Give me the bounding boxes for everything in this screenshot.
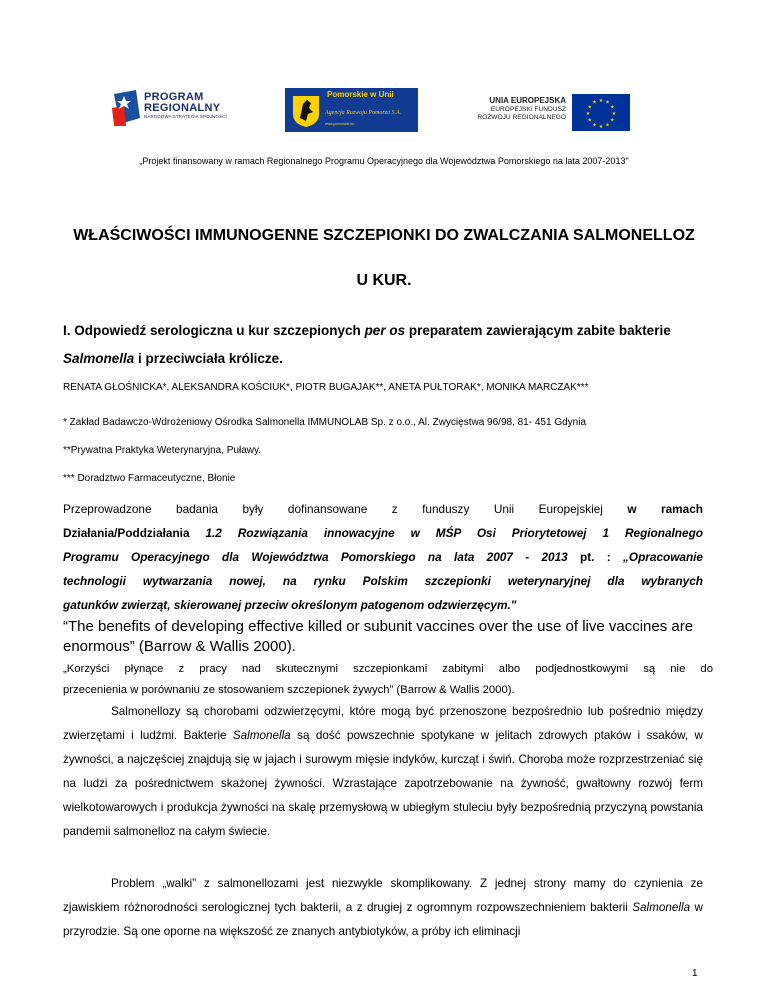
- p2-a: Problem „walki” z salmonellozami jest niezwykle skomplikowany. Z jednej strony mamy do czynienia ze zjawiskiem różnorodności serologicznej tych bakterii, a z drugiej z ogromnym rozpowszechnieniem bakterii: [63, 877, 703, 914]
- svg-text:★: ★: [587, 104, 592, 111]
- p1-a: Salmonellozy są chorobami odzwierzęcymi, które mogą być przenoszone bezpośrednio lub pośrednio między zwierzętami i ludźmi. Bakterie: [63, 705, 703, 742]
- affiliation-2: **Prywatna Praktyka Weterynaryjna, Puławy.: [63, 445, 262, 456]
- quote-english: “The benefits of developing effective killed or subunit vaccines over the use of live vaccines are enormous” (Barrow & Wallis 2000).: [63, 618, 694, 655]
- authors: RENATA GŁOŚNICKA*, ALEKSANDRA KOŚCIUK*, PIOTR BUGAJAK**, ANETA PUŁTORAK*, MONIKA MARCZAK***: [63, 382, 589, 393]
- funding-2b: 1.2 Rozwiązania innowacyjne w MŚP Osi Priorytetowej 1 Regionalnego: [205, 526, 703, 540]
- funding-2a: Działania/Poddziałania: [63, 526, 206, 540]
- eu-logo: [470, 94, 630, 134]
- funding-5: gatunków zwierząt, skierowanej przeciw określonym patogenom odzwierzęcym.": [63, 598, 517, 612]
- page-number: 1: [692, 968, 698, 979]
- funding-3c: „Opracowanie: [623, 550, 703, 564]
- paragraph-1: [63, 700, 703, 844]
- p1-c: są dość powszechnie spotykane w jelitach zdrowych ptaków i ssaków, w żywności, a najczęściej znajdują się w jajach i surowym mięsie indyków, kurcząt i świń. Choroba może rozprzestrzeniać się na ludzi za pośrednictwem skażonej żywności. Wzrastające zapotrzebowanie na żywność, gwałtowny rozwój ferm wielkotowarowych i produkcja żywności na skalę przemysłową w ubiegłym stuleciu były bezpośrednią przyczyną powstania pandemii salmonelloz na całym świecie.: [63, 729, 703, 838]
- subtitle-line1: [63, 317, 723, 345]
- funding-3a: Programu Operacyjnego dla Województwa Pomorskiego na lata 2007 - 2013: [63, 550, 568, 564]
- svg-text:★: ★: [605, 122, 610, 129]
- svg-text:★: ★: [598, 124, 604, 130]
- subtitle-part-a: I. Odpowiedź serologiczna u kur szczepionych: [63, 323, 365, 338]
- subtitle-salmonella: Salmonella: [63, 351, 135, 366]
- funding-1b: w ramach: [627, 502, 703, 516]
- svg-text:★: ★: [610, 117, 615, 124]
- project-tagline: „Projekt finansowany w ramach Regionalnego Programu Operacyjnego dla Województwa Pomorskiego na lata 2007-2013": [139, 156, 629, 166]
- svg-text:★: ★: [611, 111, 617, 117]
- p2-c: w przyrodzie. Są one oporne na większość ze znanych antybiotyków, a próby ich eliminacji: [63, 901, 703, 938]
- program-label: PROGRAM: [144, 91, 204, 103]
- funding-line1: [63, 497, 703, 521]
- svg-text:★: ★: [587, 117, 592, 124]
- p2-salmonella: Salmonella: [632, 901, 691, 914]
- griffin-crest-icon: [291, 94, 321, 128]
- svg-text:★: ★: [610, 104, 615, 111]
- eu-flag-icon: [572, 94, 630, 131]
- svg-text:★: ★: [585, 111, 591, 117]
- affiliation-3: *** Doradztwo Farmaceutyczne, Błonie: [63, 473, 236, 484]
- p1-salmonella: Salmonella: [232, 729, 291, 742]
- program-regionalny-text: [144, 92, 227, 120]
- program-regionalny-logo: [110, 88, 240, 130]
- funding-line5: [63, 593, 703, 617]
- eu-name: UNIA EUROPEJSKA: [489, 96, 566, 105]
- subtitle-line2: [63, 345, 723, 373]
- funding-line3: [63, 545, 703, 569]
- pomorskie-title: Pomorskie w Unii: [327, 90, 394, 99]
- eu-fund-2: ROZWOJU REGIONALNEGO: [477, 114, 566, 121]
- svg-text:★: ★: [598, 98, 604, 104]
- nss-label: NARODOWA STRATEGIA SPÓJNOŚCI: [144, 114, 227, 119]
- quote-polish-1: „Korzyści płynące z pracy nad skutecznymi szczepionkami zabitymi albo podjednostkowymi są nie do: [63, 663, 713, 675]
- svg-text:★: ★: [592, 99, 597, 106]
- svg-text:★: ★: [592, 122, 597, 129]
- eu-text: [477, 96, 566, 122]
- subtitle-part-c: preparatem zawierającym zabite bakterie: [405, 323, 671, 338]
- document-title-line1: WŁAŚCIWOŚCI IMMUNOGENNE SZCZEPIONKI DO ZWALCZANIA SALMONELLOZ: [73, 227, 695, 244]
- paragraph-2: [63, 872, 703, 944]
- funding-4: technologii wytwarzania nowej, na rynku Polskim szczepionki weterynaryjnej dla wybranych: [63, 574, 703, 588]
- funding-1a: Przeprowadzone badania były dofinansowane z funduszy Unii Europejskiej: [63, 502, 628, 516]
- pomorskie-url: www.pomorskie.eu: [325, 122, 355, 126]
- funding-3b: pt. :: [567, 550, 624, 564]
- document-title-line2: U KUR.: [356, 272, 412, 289]
- regionalny-label: REGIONALNY: [144, 102, 221, 114]
- pomorskie-agency: Agencja Rozwoju Pomorza S.A.: [325, 110, 402, 116]
- subtitle-part-e: i przeciwciała królicze.: [134, 351, 283, 366]
- eu-fund: EUROPEJSKI FUNDUSZ: [490, 106, 566, 113]
- program-regionalny-emblem-icon: [110, 88, 142, 128]
- funding-line2: [63, 521, 703, 545]
- svg-text:★: ★: [605, 99, 610, 106]
- funding-line4: [63, 569, 703, 593]
- affiliation-1: * Zakład Badawczo-Wdrożeniowy Ośrodka Salmonella IMMUNOLAB Sp. z o.o., Al. Zwycięstwa 96/98, 81- 451 Gdynia: [63, 417, 587, 428]
- pomorskie-logo: [285, 88, 418, 132]
- quote-polish-2: przecenienia w porównaniu ze stosowaniem szczepionek żywych” (Barrow & Wallis 2000).: [63, 684, 515, 696]
- subtitle-per-os: per os: [364, 323, 406, 338]
